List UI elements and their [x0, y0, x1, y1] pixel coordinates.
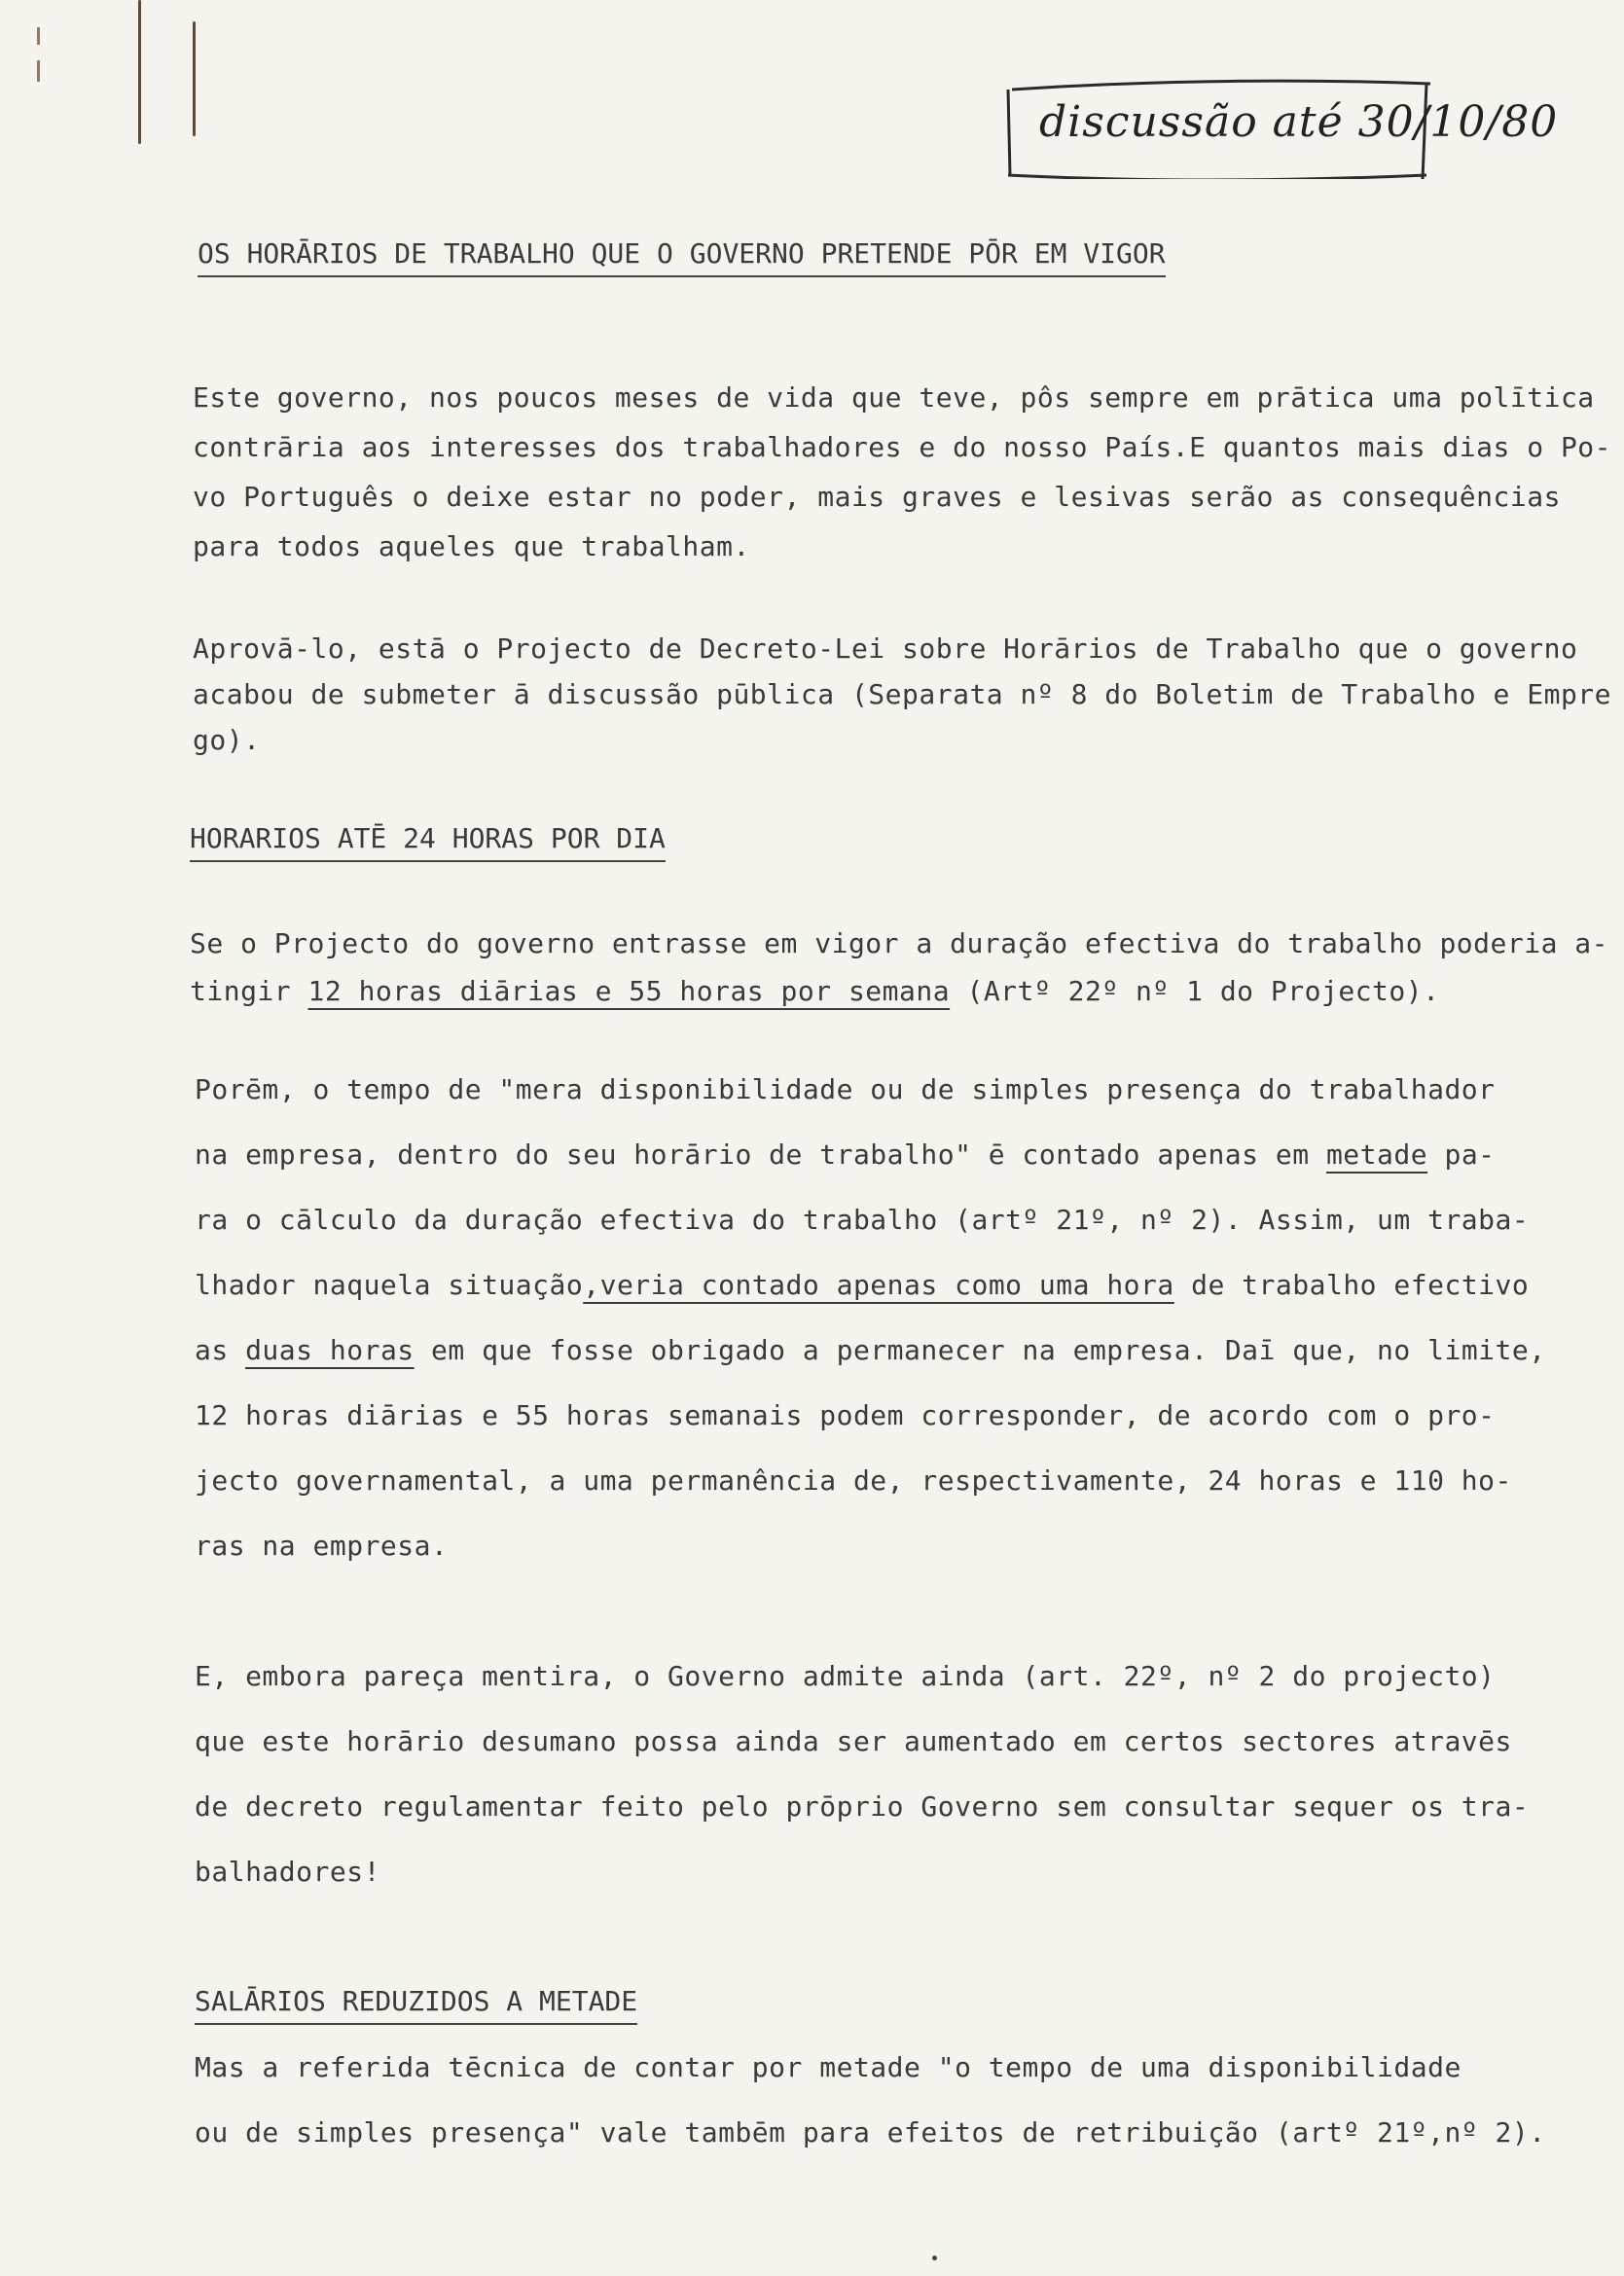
margin-mark — [37, 27, 40, 45]
text-line: 12 horas diārias e 55 horas semanais podem corresponder, de acordo com o pro- — [195, 1399, 1496, 1431]
section-heading: HORARIOS ATĒ 24 HORAS POR DIA — [190, 822, 666, 862]
binder-mark — [138, 0, 141, 144]
text-line: Este governo, nos poucos meses de vida que teve, pôs sempre em prātica uma polītica — [193, 381, 1595, 414]
page-title: OS HORĀRIOS DE TRABALHO QUE O GOVERNO PRETENDE PŌR EM VIGOR — [198, 237, 1166, 277]
text-span: lhador naquela situação — [195, 1269, 584, 1301]
text-line: de decreto regulamentar feito pelo prōprio Governo sem consultar sequer os tra- — [195, 1790, 1530, 1823]
text-span: (Artº 22º nº 1 do Projecto). — [950, 975, 1440, 1007]
text-line: Mas a referida tēcnica de contar por metade "o tempo de uma disponibilidade — [195, 2051, 1462, 2083]
text-line: contrāria aos interesses dos trabalhadores e do nosso País.E quantos mais dias o Po- — [193, 431, 1612, 463]
handwritten-annotation — [991, 70, 1559, 179]
underlined-text: 12 horas diārias e 55 horas por semana — [307, 975, 951, 1007]
text-line: acabou de submeter ā discussão pūblica (Separata nº 8 do Boletim de Trabalho e Empre — [193, 678, 1612, 710]
section-heading: SALĀRIOS REDUZIDOS A METADE — [195, 1985, 637, 2025]
text-line: jecto governamental, a uma permanência de, respectivamente, 24 horas e 110 ho- — [195, 1464, 1512, 1497]
handwritten-text: discussão até 30/10/80 — [1039, 97, 1559, 147]
text-span: na empresa, dentro do seu horārio de trabalho" ē contado apenas em — [195, 1138, 1326, 1171]
margin-mark — [37, 60, 40, 82]
text-line — [190, 975, 1439, 1007]
text-span: as — [195, 1334, 246, 1366]
text-line: balhadores! — [195, 1856, 380, 1888]
underlined-text: ,veria contado apenas como uma hora — [583, 1269, 1174, 1301]
text-line: vo Português o deixe estar no poder, mais graves e lesivas serão as consequências — [193, 481, 1561, 513]
text-line: para todos aqueles que trabalham. — [193, 530, 750, 562]
underlined-text: duas horas — [245, 1334, 415, 1366]
text-line: Aprovā-lo, estā o Projecto de Decreto-Lei sobre Horārios de Trabalho que o governo — [193, 632, 1578, 665]
text-span: de trabalho efectivo — [1173, 1269, 1530, 1301]
text-line: Se o Projecto do governo entrasse em vigor a duração efectiva do trabalho poderia a- — [190, 927, 1609, 959]
text-line — [195, 1269, 1529, 1301]
text-line: go). — [193, 724, 261, 756]
text-span: pa- — [1427, 1138, 1496, 1171]
text-line — [195, 1138, 1496, 1171]
binder-mark — [193, 21, 196, 136]
text-line: que este horārio desumano possa ainda ser aumentado em certos sectores atravēs — [195, 1725, 1512, 1757]
text-span: tingir — [190, 975, 308, 1007]
text-line: ra o cālculo da duração efectiva do trabalho (artº 21º, nº 2). Assim, um traba- — [195, 1204, 1530, 1236]
underlined-text: metade — [1325, 1138, 1428, 1171]
text-line: Porēm, o tempo de "mera disponibilidade ou de simples presença do trabalhador — [195, 1073, 1496, 1105]
text-line — [195, 1334, 1546, 1366]
text-span: em que fosse obrigado a permanecer na empresa. Daī que, no limite, — [414, 1334, 1546, 1366]
text-line: ras na empresa. — [195, 1530, 449, 1562]
page-dot — [932, 2256, 937, 2260]
text-line: ou de simples presença" vale tambēm para efeitos de retribuição (artº 21º,nº 2). — [195, 2116, 1546, 2149]
text-line: E, embora pareça mentira, o Governo admite ainda (art. 22º, nº 2 do projecto) — [195, 1660, 1496, 1692]
